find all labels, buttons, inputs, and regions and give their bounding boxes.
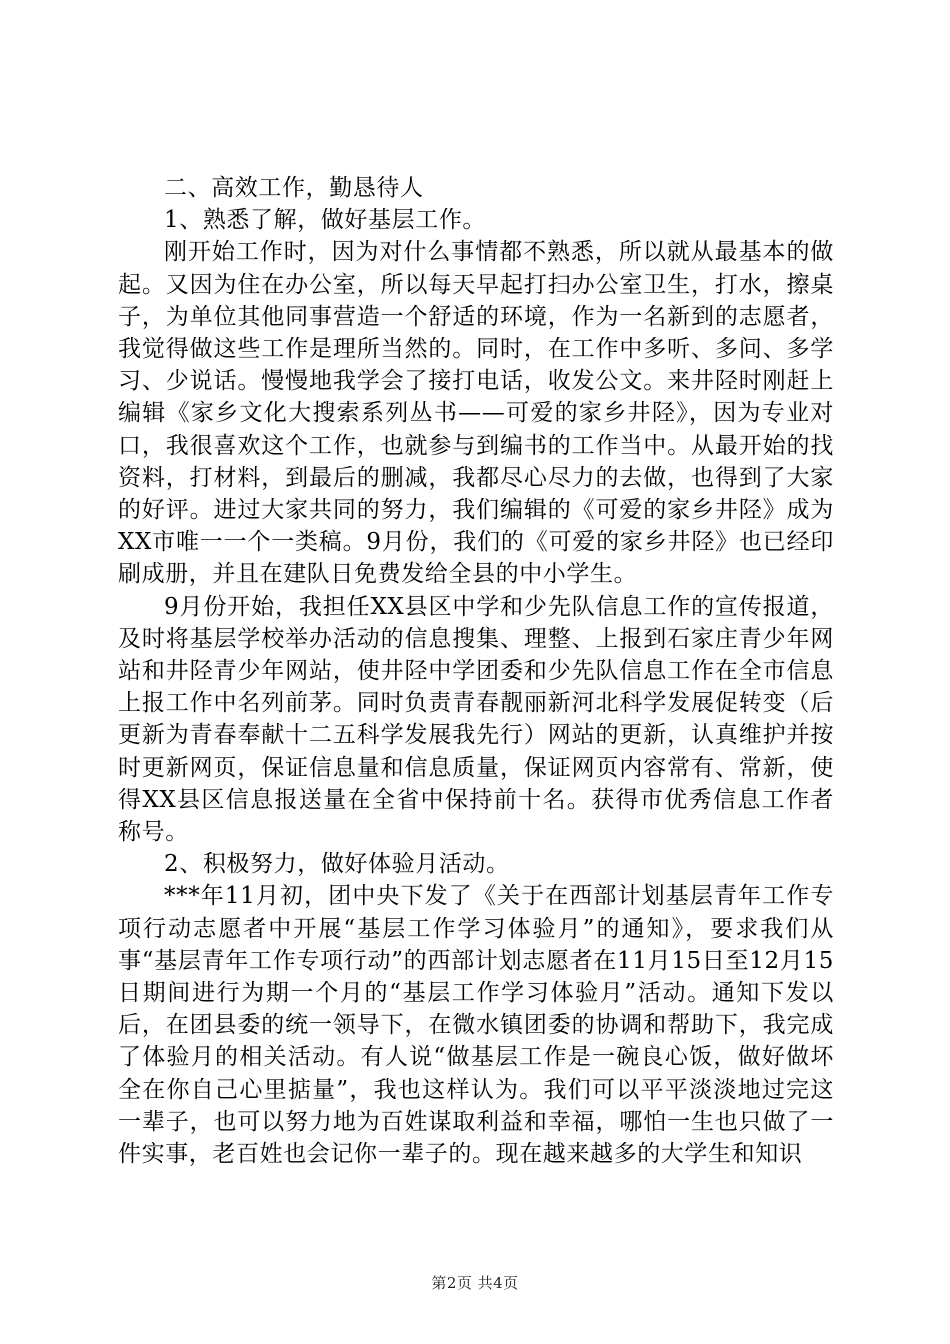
subsection-heading: 1、熟悉了解，做好基层工作。 <box>164 207 487 234</box>
body-paragraph: 9月份开始，我担任XX县区中学和少先队信息工作的宣传报道，及时将基层学校举办活动的信息搜集、理整、上报到石家庄青少年网站和井陉青少年网站，使井陉中学团委和少先队信息工作在全市信息上报工作中名列前茅。同时负责青春靓丽新河北科学发展促转变（后更新为青春奉献十二五科学发展我先行）网站的更新，认真维护并按时更新网页，保证信息量和信息质量，保证网页内容常有、常新，使得XX县区信息报送量在全省中保持前十名。获得市优秀信息工作者称号。 <box>118 593 834 846</box>
body-paragraph: 刚开始工作时，因为对什么事情都不熟悉，所以就从最基本的做起。又因为住在办公室，所以每天早起打扫办公室卫生，打水，擦桌子，为单位其他同事营造一个舒适的环境，作为一名新到的志愿者，我觉得做这些工作是理所当然的。同时，在工作中多听、多问、多学习、少说话。慢慢地我学会了接打电话，收发公文。来井陉时刚赶上编辑《家乡文化大搜索系列丛书——可爱的家乡井陉》，因为专业对口，我很喜欢这个工作，也就参与到编书的工作当中。从最开始的找资料，打材料，到最后的删减，我都尽心尽力的去做，也得到了大家的好评。进过大家共同的努力，我们编辑的《可爱的家乡井陉》成为XX市唯一一个一类稿。9月份，我们的《可爱的家乡井陉》也已经印刷成册，并且在建队日免费发给全县的中小学生。 <box>118 239 834 588</box>
document-body <box>118 172 834 1170</box>
section-heading: 二、高效工作，勤恳待人 <box>164 175 424 201</box>
page-number-footer: 第2页 共4页 <box>431 1274 519 1292</box>
subsection-heading: 2、积极努力，做好体验月活动。 <box>164 851 510 878</box>
body-paragraph: ***年11月初，团中央下发了《关于在西部计划基层青年工作专项行动志愿者中开展“基层工作学习体验月”的通知》，要求我们从事“基层青年工作专项行动”的西部计划志愿者在11月15日至12月15日期间进行为期一个月的“基层工作学习体验月”活动。通知下发以后，在团县委的统一领导下，在微水镇团委的协调和帮助下，我完成了体验月的相关活动。有人说“做基层工作是一碗良心饭，做好做坏全在你自己心里掂量”，我也这样认为。我们可以平平淡淡地过完这一辈子，也可以努力地为百姓谋取利益和幸福，哪怕一生也只做了一件实事，老百姓也会记你一辈子的。现在越来越多的大学生和知识 <box>118 883 834 1168</box>
